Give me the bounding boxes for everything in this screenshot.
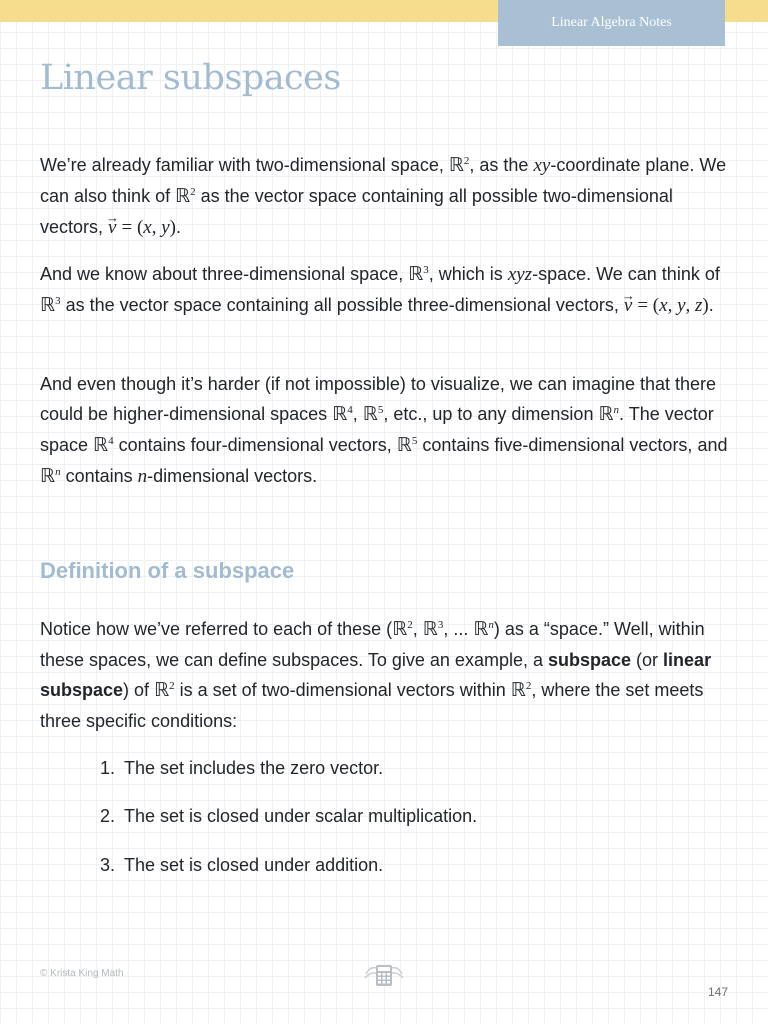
list-text: The set is closed under scalar multiplication. — [124, 806, 478, 826]
list-number: 1. — [100, 758, 116, 778]
list-number: 3. — [100, 855, 116, 875]
paragraph-2: And we know about three-dimensional space, ℝ$^3$, which is xyz-space. We can think of ℝ$^3$ as the vector space containing all possible three-dimensional vectors, → v = (x, y, z). — [40, 259, 740, 321]
list-item — [100, 806, 477, 827]
list-number: 2. — [100, 806, 116, 826]
paragraph-1: We’re already familiar with two-dimensional space, ℝ$^2$, as the xy-coordinate plane. We can also think of ℝ$^2$ as the vector space containing all possible two-dimensional vectors, → v = (x, y). — [40, 150, 740, 243]
paragraph-4: Notice how we’ve referred to each of these (ℝ$^2$, ℝ$^3$, ... ℝ$^n$) as a “space.” Well, within these spaces, we can define subspaces. To give an example, a subspace (or linear subspace) of ℝ$^2$ is a set of two-dimensional vectors within ℝ$^2$, where the set meets three specific conditions: — [40, 619, 712, 731]
header-tab: Linear Algebra Notes — [498, 0, 725, 46]
copyright: © Krista King Math — [40, 968, 124, 979]
list-text: The set is closed under addition. — [124, 855, 384, 875]
calculator-logo-icon — [360, 960, 408, 993]
list-text: The set includes the zero vector. — [124, 758, 384, 778]
section-heading: Definition of a subspace — [40, 558, 295, 583]
page-number: 147 — [707, 985, 728, 999]
list-item — [100, 855, 383, 876]
list-item — [100, 758, 383, 779]
paragraph-3: And even though it’s harder (if not impossible) to visualize, we can imagine that there could be higher-dimensional spaces ℝ$^4$, ℝ$^5$, etc., up to any dimension ℝ$^n$. The vector space ℝ$^4$ contains four-dimensional vectors, ℝ$^5$ contains five-dimensional vectors, and ℝ$^n$ contains n-dimensional vectors. — [40, 374, 728, 487]
page-title: Linear subspaces — [40, 58, 341, 98]
